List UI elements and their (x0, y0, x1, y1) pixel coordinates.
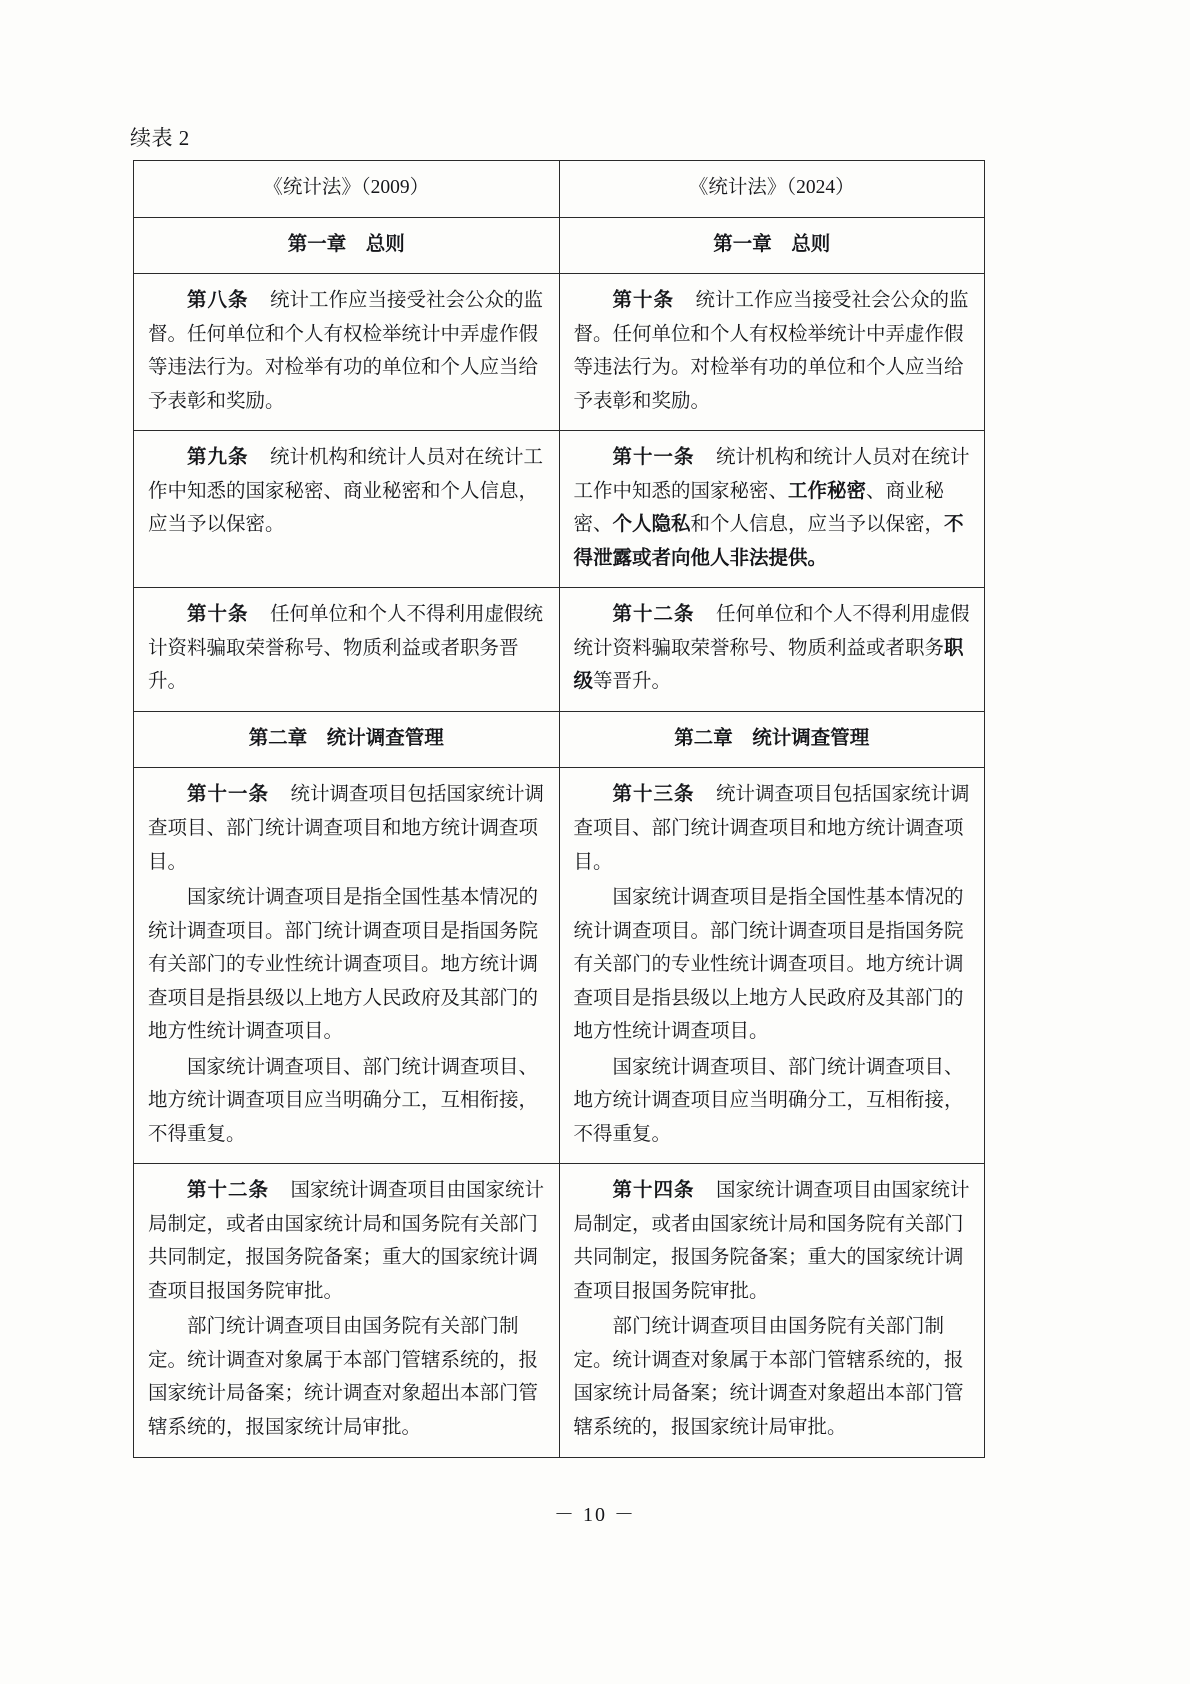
article-cell-left-2 (134, 431, 560, 588)
chapter-cell-right-1 (559, 217, 985, 274)
column-header-2009-label: 《统计法》（2009） (263, 177, 430, 198)
page-number: － 10 － (554, 1504, 636, 1526)
article-text-emphasis: 不得泄露或者向他人非法提供。 (573, 514, 964, 569)
article-text-emphasis: 职级 (573, 637, 964, 693)
article-cell-right-2 (559, 431, 985, 588)
chapter-title-left-1: 第一章 总则 (287, 233, 405, 255)
article-number: 第十二条 (612, 604, 695, 626)
article-number: 第九条 (187, 447, 249, 469)
article-number: 第十三条 (612, 784, 695, 806)
article-text-part: 等晋升。 (593, 671, 672, 693)
column-header-2024 (559, 161, 985, 218)
chapter-cell-left-2 (134, 711, 560, 768)
article-paragraph (148, 441, 545, 542)
article-cell-left-5 (134, 1164, 560, 1457)
article-paragraph: 国家统计调查项目是指全国性基本情况的统计调查项目。部门统计调查项目是指国务院有关部门的专业性统计调查项目。地方统计调查项目是指县级以上地方人民政府及其部门的地方性统计调查项目。 (148, 887, 539, 1043)
article-paragraph (574, 778, 971, 879)
article-number: 第十一条 (612, 447, 695, 469)
article-paragraph (148, 1174, 545, 1308)
article-text: 统计调查项目包括国家统计调查项目、部门统计调查项目和地方统计调查项目。 (573, 784, 970, 873)
article-cell-left-4 (134, 768, 560, 1164)
article-paragraph (574, 1174, 971, 1308)
article-paragraph: 国家统计调查项目、部门统计调查项目、地方统计调查项目应当明确分工，互相衔接，不得重复。 (148, 1056, 539, 1145)
article-number: 第十条 (612, 290, 675, 312)
article-paragraph: 部门统计调查项目由国务院有关部门制定。统计调查对象属于本部门管辖系统的，报国家统计局备案；统计调查对象超出本部门管辖系统的，报国家统计局审批。 (148, 1316, 539, 1438)
table-row (134, 588, 985, 712)
article-text-part: 和个人信息，应当予以保密， (690, 514, 945, 536)
article-number: 第十二条 (187, 1180, 270, 1202)
article-text-emphasis: 个人隐私 (612, 514, 691, 536)
article-paragraph (148, 284, 545, 418)
article-text-part: 、商业秘密、 (573, 480, 945, 536)
article-number: 第十四条 (612, 1180, 695, 1202)
article-number: 第十条 (187, 604, 249, 626)
article-cell-right-4 (559, 768, 985, 1164)
chapter-title-left-2: 第二章 统计调查管理 (248, 727, 444, 749)
article-number: 第八条 (187, 290, 249, 312)
chapter-row-2 (134, 711, 985, 768)
chapter-cell-right-2 (559, 711, 985, 768)
article-text: 统计工作应当接受社会公众的监督。任何单位和个人有权检举统计中弄虚作假等违法行为。对检举有功的单位和个人应当给予表彰和奖励。 (573, 290, 969, 412)
article-text-emphasis: 工作秘密 (788, 480, 867, 502)
column-header-2009 (134, 161, 560, 218)
table-row (134, 768, 985, 1164)
article-paragraph (148, 598, 545, 699)
chapter-row-1 (134, 217, 985, 274)
article-cell-left-3 (134, 588, 560, 712)
table-row (134, 274, 985, 431)
chapter-cell-left-1 (134, 217, 560, 274)
article-paragraph: 部门统计调查项目由国务院有关部门制定。统计调查对象属于本部门管辖系统的，报国家统计局备案；统计调查对象超出本部门管辖系统的，报国家统计局审批。 (573, 1316, 964, 1438)
column-header-2024-label: 《统计法》（2024） (688, 177, 855, 198)
article-cell-right-1 (559, 274, 985, 431)
article-text-part: 统计机构和统计人员对在统计工作中知悉的国家秘密、 (573, 447, 970, 502)
article-number: 第十一条 (187, 784, 270, 806)
article-paragraph: 国家统计调查项目是指全国性基本情况的统计调查项目。部门统计调查项目是指国务院有关部门的专业性统计调查项目。地方统计调查项目是指县级以上地方人民政府及其部门的地方性统计调查项目。 (573, 887, 964, 1043)
article-text: 国家统计调查项目由国家统计局制定，或者由国家统计局和国务院有关部门共同制定，报国务院备案；重大的国家统计调查项目报国务院审批。 (573, 1180, 970, 1302)
article-text: 国家统计调查项目由国家统计局制定，或者由国家统计局和国务院有关部门共同制定，报国务院备案；重大的国家统计调查项目报国务院审批。 (148, 1180, 544, 1302)
chapter-title-right-1: 第一章 总则 (713, 233, 831, 255)
article-text: 统计调查项目包括国家统计调查项目、部门统计调查项目和地方统计调查项目。 (148, 784, 544, 873)
law-comparison-table (133, 160, 985, 1458)
article-text: 任何单位和个人不得利用虚假统计资料骗取荣誉称号、物质利益或者职务晋升。 (148, 604, 543, 693)
chapter-title-right-2: 第二章 统计调查管理 (674, 727, 870, 749)
article-paragraph (148, 778, 545, 879)
article-paragraph (574, 441, 971, 575)
article-text-part: 任何单位和个人不得利用虚假统计资料骗取荣誉称号、物质利益或者职务 (573, 604, 970, 659)
article-text: 统计机构和统计人员对在统计工作中知悉的国家秘密、商业秘密和个人信息，应当予以保密。 (148, 447, 543, 536)
article-text: 统计工作应当接受社会公众的监督。任何单位和个人有权检举统计中弄虚作假等违法行为。对检举有功的单位和个人应当给予表彰和奖励。 (148, 290, 543, 412)
table-row (134, 431, 985, 588)
article-paragraph (574, 598, 971, 699)
article-cell-right-3 (559, 588, 985, 712)
table-header-row (134, 161, 985, 218)
article-cell-right-5 (559, 1164, 985, 1457)
article-cell-left-1 (134, 274, 560, 431)
table-row (134, 1164, 985, 1457)
article-paragraph: 国家统计调查项目、部门统计调查项目、地方统计调查项目应当明确分工，互相衔接，不得重复。 (573, 1056, 964, 1145)
article-paragraph (574, 284, 971, 418)
continuation-label: 续表 2 (130, 126, 190, 150)
